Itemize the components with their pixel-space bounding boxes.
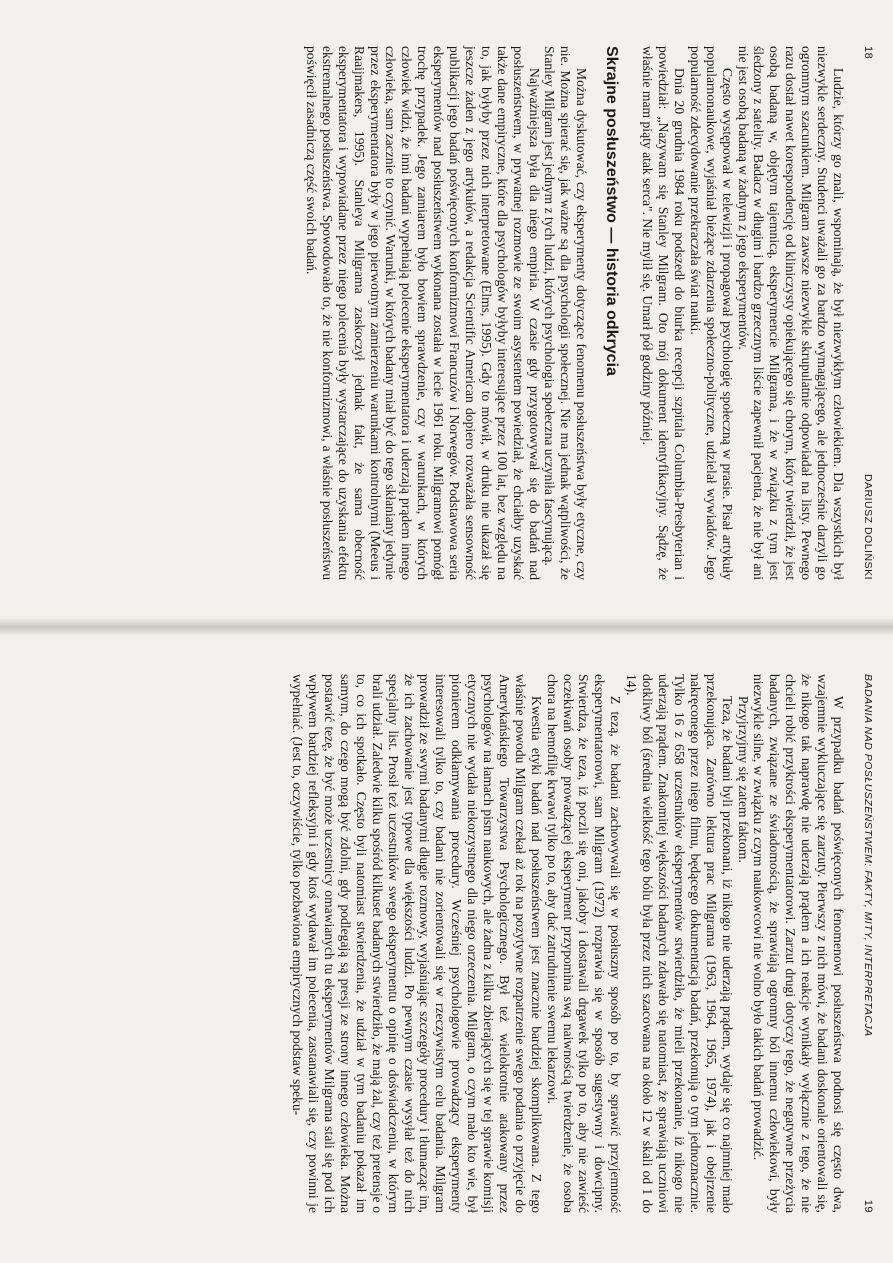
left-running-head: DARIUSZ DOLIŃSKI	[862, 473, 874, 580]
paragraph: Można dyskutować, czy eksperymenty dotyczące fenomenu posłuszeństwa były etyczne, czy nie. Można spierać się, jak ważne są dla psychologii społecznej. Nie ma jednak wątpliwości, że Stanley Milgram jest jednym z tych ludzi, których psychologia społeczna uczyniła fascynującą.	[542, 46, 590, 580]
paragraph: Dnia 20 grudnia 1984 roku podszedł do biurka recepcji szpitala Columbia-Presbyterian i powiedział: „Nazywam się Stanley Milgram. Oto mój dokument identyfikacyjny. Sądzę, że właśnie mam piąty atak serca". Nie mylił się. Umarł pół godziny później.	[640, 46, 687, 580]
left-body-text	[303, 46, 846, 580]
left-page-header	[856, 46, 879, 580]
section-heading: Skrajne posłuszeństwo — historia odkrycia	[603, 46, 621, 376]
right-body-text	[289, 674, 846, 1213]
paragraph: Ludzie, którzy go znali, wspominają, że był niezwykłym człowiekiem. Dla wszystkich był niezwykle serdeczny. Studenci uważali go za bardzo wymagającego, ale jednocześnie darzyli go ogromnym szacunkiem. Milgram zawsze niezwykle skrupulatnie odpowiadał na listy. Pewnego razu dostał nawet korespondencję od kliniczysty opiekującego się chorym, który twierdził, że jest osobą badaną w, objętym tajemnicą, eksperymencie Milgrama, i że w związku z tym jest śledzony z satelity. Badacz w długim i bardzo grzecznym liście zapewnił pacjenta, że nie był ani nie jest osobą badaną w żadnym z jego eksperymentów.	[735, 46, 846, 580]
right-page-header	[856, 674, 879, 1213]
left-page	[0, 0, 893, 624]
paragraph: W przypadku badań poświęconych fenomenowi posłuszeństwa podnosi się często dwa, wzajemnie wykluczające się zarzuty. Pierwszy z nich mówi, że badani doskonale orientowali się, że nikogo tak naprawdę nie uderzają prądem a ich reakcje wynikały wyłącznie z tego, że nie chcieli robić przykrości eksperymentatorowi. Zarzut drugi dotyczy tego, że negatywne przeżycia badanych, związane ze świadomością, że sprawiają ogromny ból innemu człowiekowi, były niezwykle silne, w związku z czym naukowcowi nie wolno było takich badań prowadzić.	[751, 674, 846, 1213]
left-page-number: 18	[862, 46, 874, 60]
paragraph: Najważniejsza była dla niego empiria. W czasie gdy przygotowywał się do badań nad posłuszeństwem, w prywatnej rozmowie ze swoim asystentem powiedział, że chciałby uzyskać także dane empiryczne, które dla psychologów byłyby interesujące przez 100 lat, bez względu na to, jak byłyby przez nich interpretowane (Elms, 1995). Gdy to mówił, w druku nie ukazał się jeszcze żaden z jego artykułów, a redakcja Scientific American dopiero rozważała sensowność publikacji jego badań poświęconych konformizmowi Francuzów i Norwegów. Podstawowa seria eksperymentów nad posłuszeństwem wykonana została w lecie 1961 roku. Milgramowi pomógł trochę przypadek. Jego zamiarem było bowiem sprawdzenie, czy w warunkach, w których człowiek widzi, że inni badani wypełniają polecenie eksperymentatora i uderzają prądem innego człowieka, sam zacznie to czynić. Warunki, w których badany miał być do tego skłaniany jedynie przez eksperymentatora były w jego pierwotnym zamierzeniu warunkami kontrolnymi (Meeus i Raaijmakers, 1995). Stanleya Milgrama zaskoczył jednak fakt, że sama obecność eksperymentatora i wypowiadane przez niego polecenia były wystarczające do uzyskania efektu ekstremalnego posłuszeństwa. Spowodowało to, że nie konformizmowi, a właśnie posłuszeństwu poświęcił zasadniczą część swoich badań.	[303, 46, 542, 580]
right-running-head: BADANIA NAD POSŁUSZEŃSTWEM: FAKTY, MITY, INTERPRETACJA	[862, 674, 874, 1037]
paragraph: Kwestia etyki badań nad posłuszeństwem jest znacznie bardziej skomplikowana. Z tego właśnie powodu Milgram czekał aż rok na pozytywne rozpatrzenie swego podania o przyjęcie do Amerykańskiego Towarzystwa Psychologicznego. Był też wielokrotnie atakowany przez psychologów na łamach pism naukowych, ale żadna z kilku zbierających się w tej sprawie komisji etycznych nie wydała niekorzystnego dla niego orzeczenia. Milgram, o czym mało kto wie, był pionierem odkłamywania procedury. Wcześniej psychologowie prowadzący eksperymenty interesowali tylko to, czy badani nie zorientowali się w rzeczywistym celu badania. Milgram prowadził ze swymi badanymi długie rozmowy, wyjaśniając szczegóły procedury i tłumacząc im, że ich zachowanie jest typowe dla większości ludzi. Po pewnym czasie wysyłał też do nich specjalny list. Prosił też uczestników swego eksperymentu o opinię o doświadczeniu, w którym brali udział. Zaledwie kilku spośród kilkuset badanych stwierdziło, że mają żal, czy też pretensje o to, co ich spotkało. Często byli natomiast stwierdzenia, że udział w tym badaniu pokazał im samym, do czego mogą być zdolni, gdy podlegają są presji ze strony innego człowieka. Można postawić tezę, że być może uczestnicy omawianych tu eksperymentów Milgrama stali się pod ich wpływem bardziej refleksyjni i gdy ktoś wydawał im polecenia, zastanawiali się, czy powinni je wypełniać. (Jest to, oczywiście, tylko pozbawiona empirycznych podstaw speku-	[290, 674, 544, 1213]
right-page-number: 19	[862, 1199, 874, 1213]
paragraph: Z tezą, że badani zachowywali się w posłuszny sposób po to, by sprawić przyjemność eksperymentatorowi, sam Milgram (1972) rozprawia się w sposób sugestywny i dowcipny. Stwierdza, że teza, iż poczli się oni, jakoby i dostawali drgawek tylko po to, aby nie zawieść oczekiwań osoby prowadzącej eksperyment przypomina swą naiwnością twierdzenie, że osoba chora na hemofilię krwawi tylko po to, aby dać zatrudnienie swemu lekarzowi.	[544, 674, 624, 1213]
paragraph: Przyjrzyjmy się zatem faktom.	[735, 696, 751, 863]
paragraph: Często występował w telewizji i propagował psychologię społeczną w prasie. Pisał artykuły popularnonaukowe, wyjaśniał bieżące zdarzenia społeczno-polityczne, udzielał wywiadów. Jego popularność zdecydowanie przekraczała świat nauki.	[687, 46, 735, 580]
right-page	[0, 634, 893, 1263]
paragraph: Teza, że badani byli przekonani, iż nikogo nie uderzają prądem, wydaje się co najmniej mało przekonująca. Zarówno lektura prac Milgrama (1963, 1964, 1965, 1974), jak i obejrzenie nakręconego przez niego filmu, będącego dokumentacją badań, przekonują o tym jednoznacznie. Tylko 16 z 658 uczestników eksperymentów stwierdziło, że mieli przekonanie, iż nikogo nie uderzają prądem. Znakomitej większości badanych zdawało się natomiast, że sprawiają uczniowi dotkliwy ból (średnia wielkość tego bólu była przez nich szacowana na około 12 w skali od 1 do 14).	[624, 674, 735, 1213]
